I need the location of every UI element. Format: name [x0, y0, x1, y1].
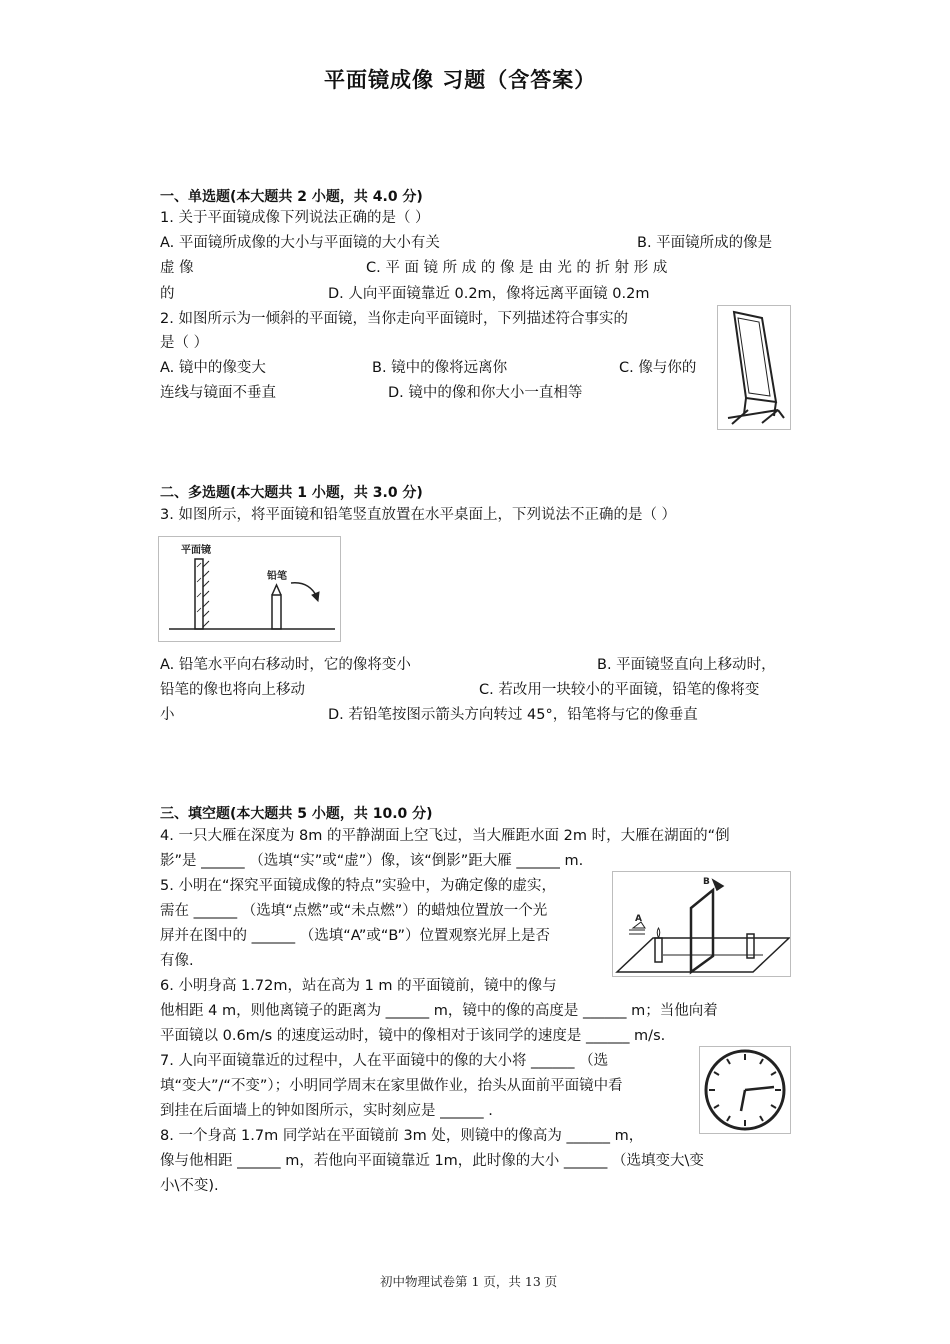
- q2-option-b: B. 镜中的像将远离你: [372, 360, 508, 376]
- q5-line2: 需在 ______ （选填“点燃”或“未点燃”）的蜡烛位置放一个光: [160, 903, 548, 919]
- q4-line2: 影”是 ______ （选填“实”或“虚”）像，该“倒影”距大雁 ______ m.: [160, 853, 584, 869]
- q1-stem: 1. 关于平面镜成像下列说法正确的是（ ）: [160, 210, 430, 226]
- page-footer: 初中物理试卷第 1 页，共 13 页: [380, 1274, 558, 1289]
- candle-experiment-figure: [612, 871, 791, 977]
- q5-line3: 屏并在图中的 ______ （选填“A”或“B”）位置观察光屏上是否: [160, 928, 551, 944]
- q8-line1: 8. 一个身高 1.7m 同学站在平面镜前 3m 处，则镜中的像高为 ______ m，: [160, 1128, 644, 1144]
- q5-line4: 有像.: [160, 953, 194, 969]
- q5-line1: 5. 小明在“探究平面镜成像的特点”实验中，为确定像的虚实，: [160, 878, 556, 894]
- q8-line2: 像与他相距 ______ m，若他向平面镜靠近 1m，此时像的大小 ______ （选填变大\变: [160, 1153, 704, 1169]
- fig-pencil-label: 铅笔: [267, 571, 287, 582]
- mirror-pencil-figure: [158, 536, 341, 642]
- section-heading-single-choice: 一、单选题(本大题共 2 小题，共 4.0 分): [160, 189, 423, 205]
- q6-line1: 6. 小明身高 1.72m，站在高为 1 m 的平面镜前，镜中的像与: [160, 978, 557, 994]
- q3-option-b: B. 平面镜竖直向上移动时，: [597, 657, 776, 673]
- q1-option-b: B. 平面镜所成的像是: [637, 235, 773, 251]
- mirror-clock-figure: [699, 1046, 791, 1134]
- q2-option-c-cont: 连线与镜面不垂直: [160, 385, 276, 401]
- q3-option-a: A. 铅笔水平向右移动时，它的像将变小: [160, 657, 411, 673]
- q2-stem-line2: 是（ ）: [160, 335, 209, 351]
- q3-option-c-cont: 小: [160, 707, 175, 723]
- fig-label-a: A: [635, 914, 642, 924]
- q8-line3: 小\不变).: [160, 1178, 219, 1194]
- q2-option-a: A. 镜中的像变大: [160, 360, 266, 376]
- section-heading-fill-blank: 三、填空题(本大题共 5 小题，共 10.0 分): [160, 806, 433, 822]
- fig-label-b: B: [703, 877, 710, 887]
- tilted-mirror-figure: [717, 305, 791, 430]
- q7-line2: 填“变大”/“不变”）；小明同学周末在家里做作业，抬头从面前平面镜中看: [160, 1078, 623, 1094]
- q2-option-c: C. 像与你的: [619, 360, 697, 376]
- q7-line3: 到挂在后面墙上的钟如图所示，实时刻应是 ______ .: [160, 1103, 493, 1119]
- q3-option-c: C. 若改用一块较小的平面镜，铅笔的像将变: [479, 682, 760, 698]
- q1-option-c-cont: 的: [160, 286, 175, 302]
- q7-line1: 7. 人向平面镜靠近的过程中，人在平面镜中的像的大小将 ______ （选: [160, 1053, 609, 1069]
- q2-option-d: D. 镜中的像和你大小一直相等: [388, 385, 583, 401]
- q1-option-c: C. 平 面 镜 所 成 的 像 是 由 光 的 折 射 形 成: [366, 260, 668, 276]
- q4-line1: 4. 一只大雁在深度为 8m 的平静湖面上空飞过，当大雁距水面 2m 时，大雁在湖面的“倒: [160, 828, 730, 844]
- q6-line2: 他相距 4 m，则他离镜子的距离为 ______ m，镜中的像的高度是 ______ m；当他向着: [160, 1003, 718, 1019]
- q2-stem-line1: 2. 如图所示为一倾斜的平面镜，当你走向平面镜时，下列描述符合事实的: [160, 311, 628, 327]
- q3-option-b-cont: 铅笔的像也将向上移动: [160, 682, 305, 698]
- q1-option-d: D. 人向平面镜靠近 0.2m，像将远离平面镜 0.2m: [328, 286, 650, 302]
- q1-option-a: A. 平面镜所成像的大小与平面镜的大小有关: [160, 235, 440, 251]
- q6-line3: 平面镜以 0.6m/s 的速度运动时，镜中的像相对于该同学的速度是 ______ m/s.: [160, 1028, 666, 1044]
- page-title: 平面镜成像 习题（含答案）: [324, 67, 597, 92]
- q3-stem: 3. 如图所示，将平面镜和铅笔竖直放置在水平桌面上，下列说法不正确的是（ ）: [160, 507, 677, 523]
- q1-option-b-cont: 虚 像: [160, 260, 194, 276]
- q3-option-d: D. 若铅笔按图示箭头方向转过 45°，铅笔将与它的像垂直: [328, 707, 698, 723]
- fig-mirror-label: 平面镜: [181, 545, 211, 556]
- section-heading-multi-choice: 二、多选题(本大题共 1 小题，共 3.0 分): [160, 485, 423, 501]
